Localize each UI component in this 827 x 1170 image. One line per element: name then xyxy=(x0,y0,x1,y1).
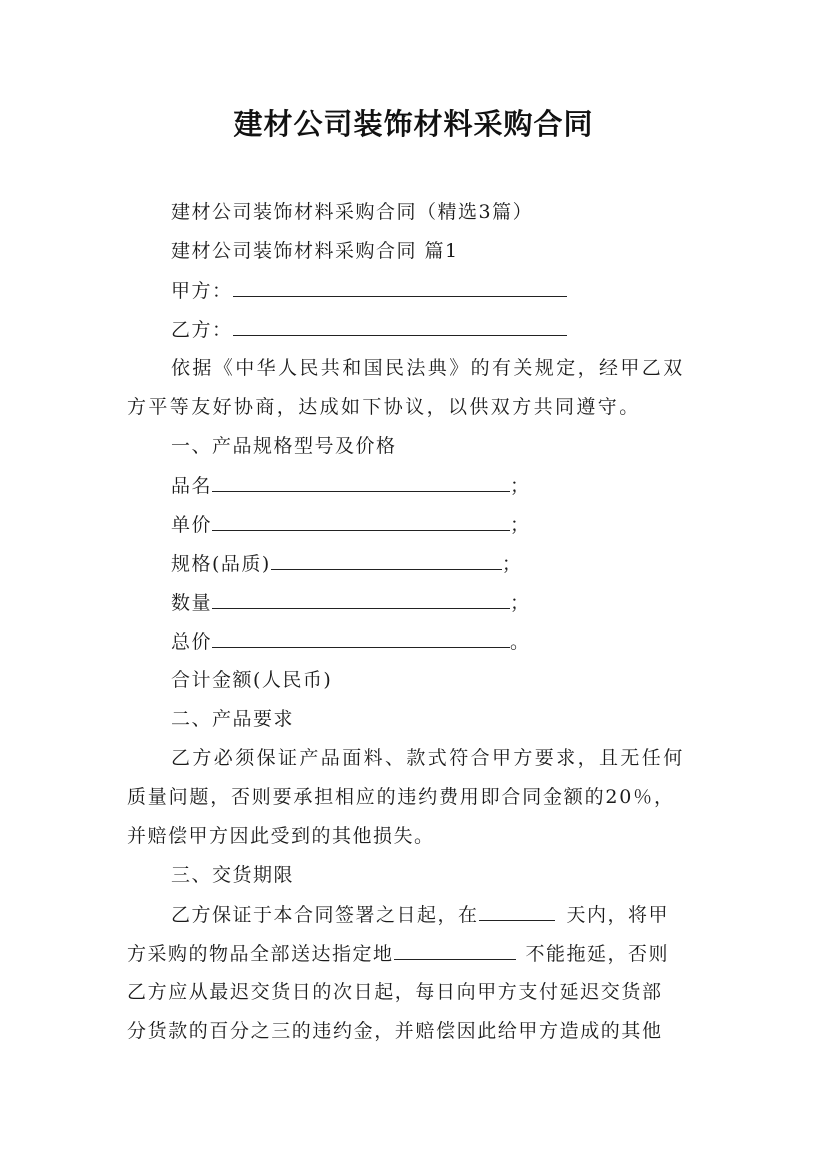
intro-line-1: 依据《中华人民共和国民法典》的有关规定，经甲乙双 xyxy=(171,357,685,379)
field-spec-blank xyxy=(271,547,502,570)
field-total-line xyxy=(171,625,531,657)
party-b-line xyxy=(171,313,567,345)
clause1-heading: 一、产品规格型号及价格 xyxy=(171,435,397,457)
total-amount: 合计金额(人民币) xyxy=(171,669,333,691)
party-b-blank xyxy=(233,313,567,336)
location-blank xyxy=(394,937,516,960)
clause3-line-2-b: 不能拖延，否则 xyxy=(525,943,670,965)
days-blank xyxy=(479,898,555,921)
field-quantity-label: 数量 xyxy=(171,592,213,614)
field-unit-price-line xyxy=(171,508,531,540)
party-a-line xyxy=(171,274,567,306)
intro-line-2: 方平等友好协商，达成如下协议，以供双方共同遵守。 xyxy=(127,396,641,418)
clause3-line-1 xyxy=(171,898,669,930)
field-spec-line xyxy=(171,547,522,579)
section-heading: 建材公司装饰材料采购合同 篇1 xyxy=(171,240,459,262)
clause3-line-4: 分货款的百分之三的违约金，并赔偿因此给甲方造成的其他 xyxy=(127,1020,663,1042)
field-quantity-punct: ； xyxy=(510,592,531,614)
clause2-line-3: 并赔偿甲方因此受到的其他损失。 xyxy=(127,825,435,847)
clause2-heading: 二、产品要求 xyxy=(171,708,295,730)
clause2-line-1: 乙方必须保证产品面料、款式符合甲方要求，且无任何 xyxy=(171,747,685,769)
field-name-blank xyxy=(212,469,510,492)
field-spec-punct: ； xyxy=(501,553,523,575)
subtitle: 建材公司装饰材料采购合同（精选3篇） xyxy=(171,201,534,223)
field-unit-price-blank xyxy=(212,508,510,531)
field-total-label: 总价 xyxy=(171,631,213,653)
field-spec-label: 规格(品质) xyxy=(171,553,271,575)
field-quantity-blank xyxy=(212,586,510,609)
party-b-label: 乙方： xyxy=(171,319,233,341)
field-total-blank xyxy=(212,625,510,648)
field-name-punct: ； xyxy=(510,475,531,497)
clause3-line-2-a: 方采购的物品全部送达指定地 xyxy=(127,943,394,965)
clause3-heading: 三、交货期限 xyxy=(171,864,295,886)
clause3-line-1-b: 天内，将甲 xyxy=(566,904,670,926)
document-title: 建材公司装饰材料采购合同 xyxy=(233,107,594,141)
field-name-line xyxy=(171,469,531,501)
field-name-label: 品名 xyxy=(171,475,213,497)
party-a-blank xyxy=(233,274,567,297)
clause2-line-2: 质量问题，否则要承担相应的违约费用即合同金额的20％， xyxy=(127,786,675,808)
field-quantity-line xyxy=(171,586,531,618)
field-unit-price-punct: ； xyxy=(510,514,531,536)
party-a-label: 甲方： xyxy=(171,280,233,302)
clause3-line-2 xyxy=(127,937,669,969)
field-unit-price-label: 单价 xyxy=(171,514,213,536)
clause3-line-3: 乙方应从最迟交货日的次日起，每日向甲方支付延迟交货部 xyxy=(127,981,663,1003)
clause3-line-1-a: 乙方保证于本合同签署之日起，在 xyxy=(171,904,479,926)
field-total-punct: 。 xyxy=(510,631,531,653)
